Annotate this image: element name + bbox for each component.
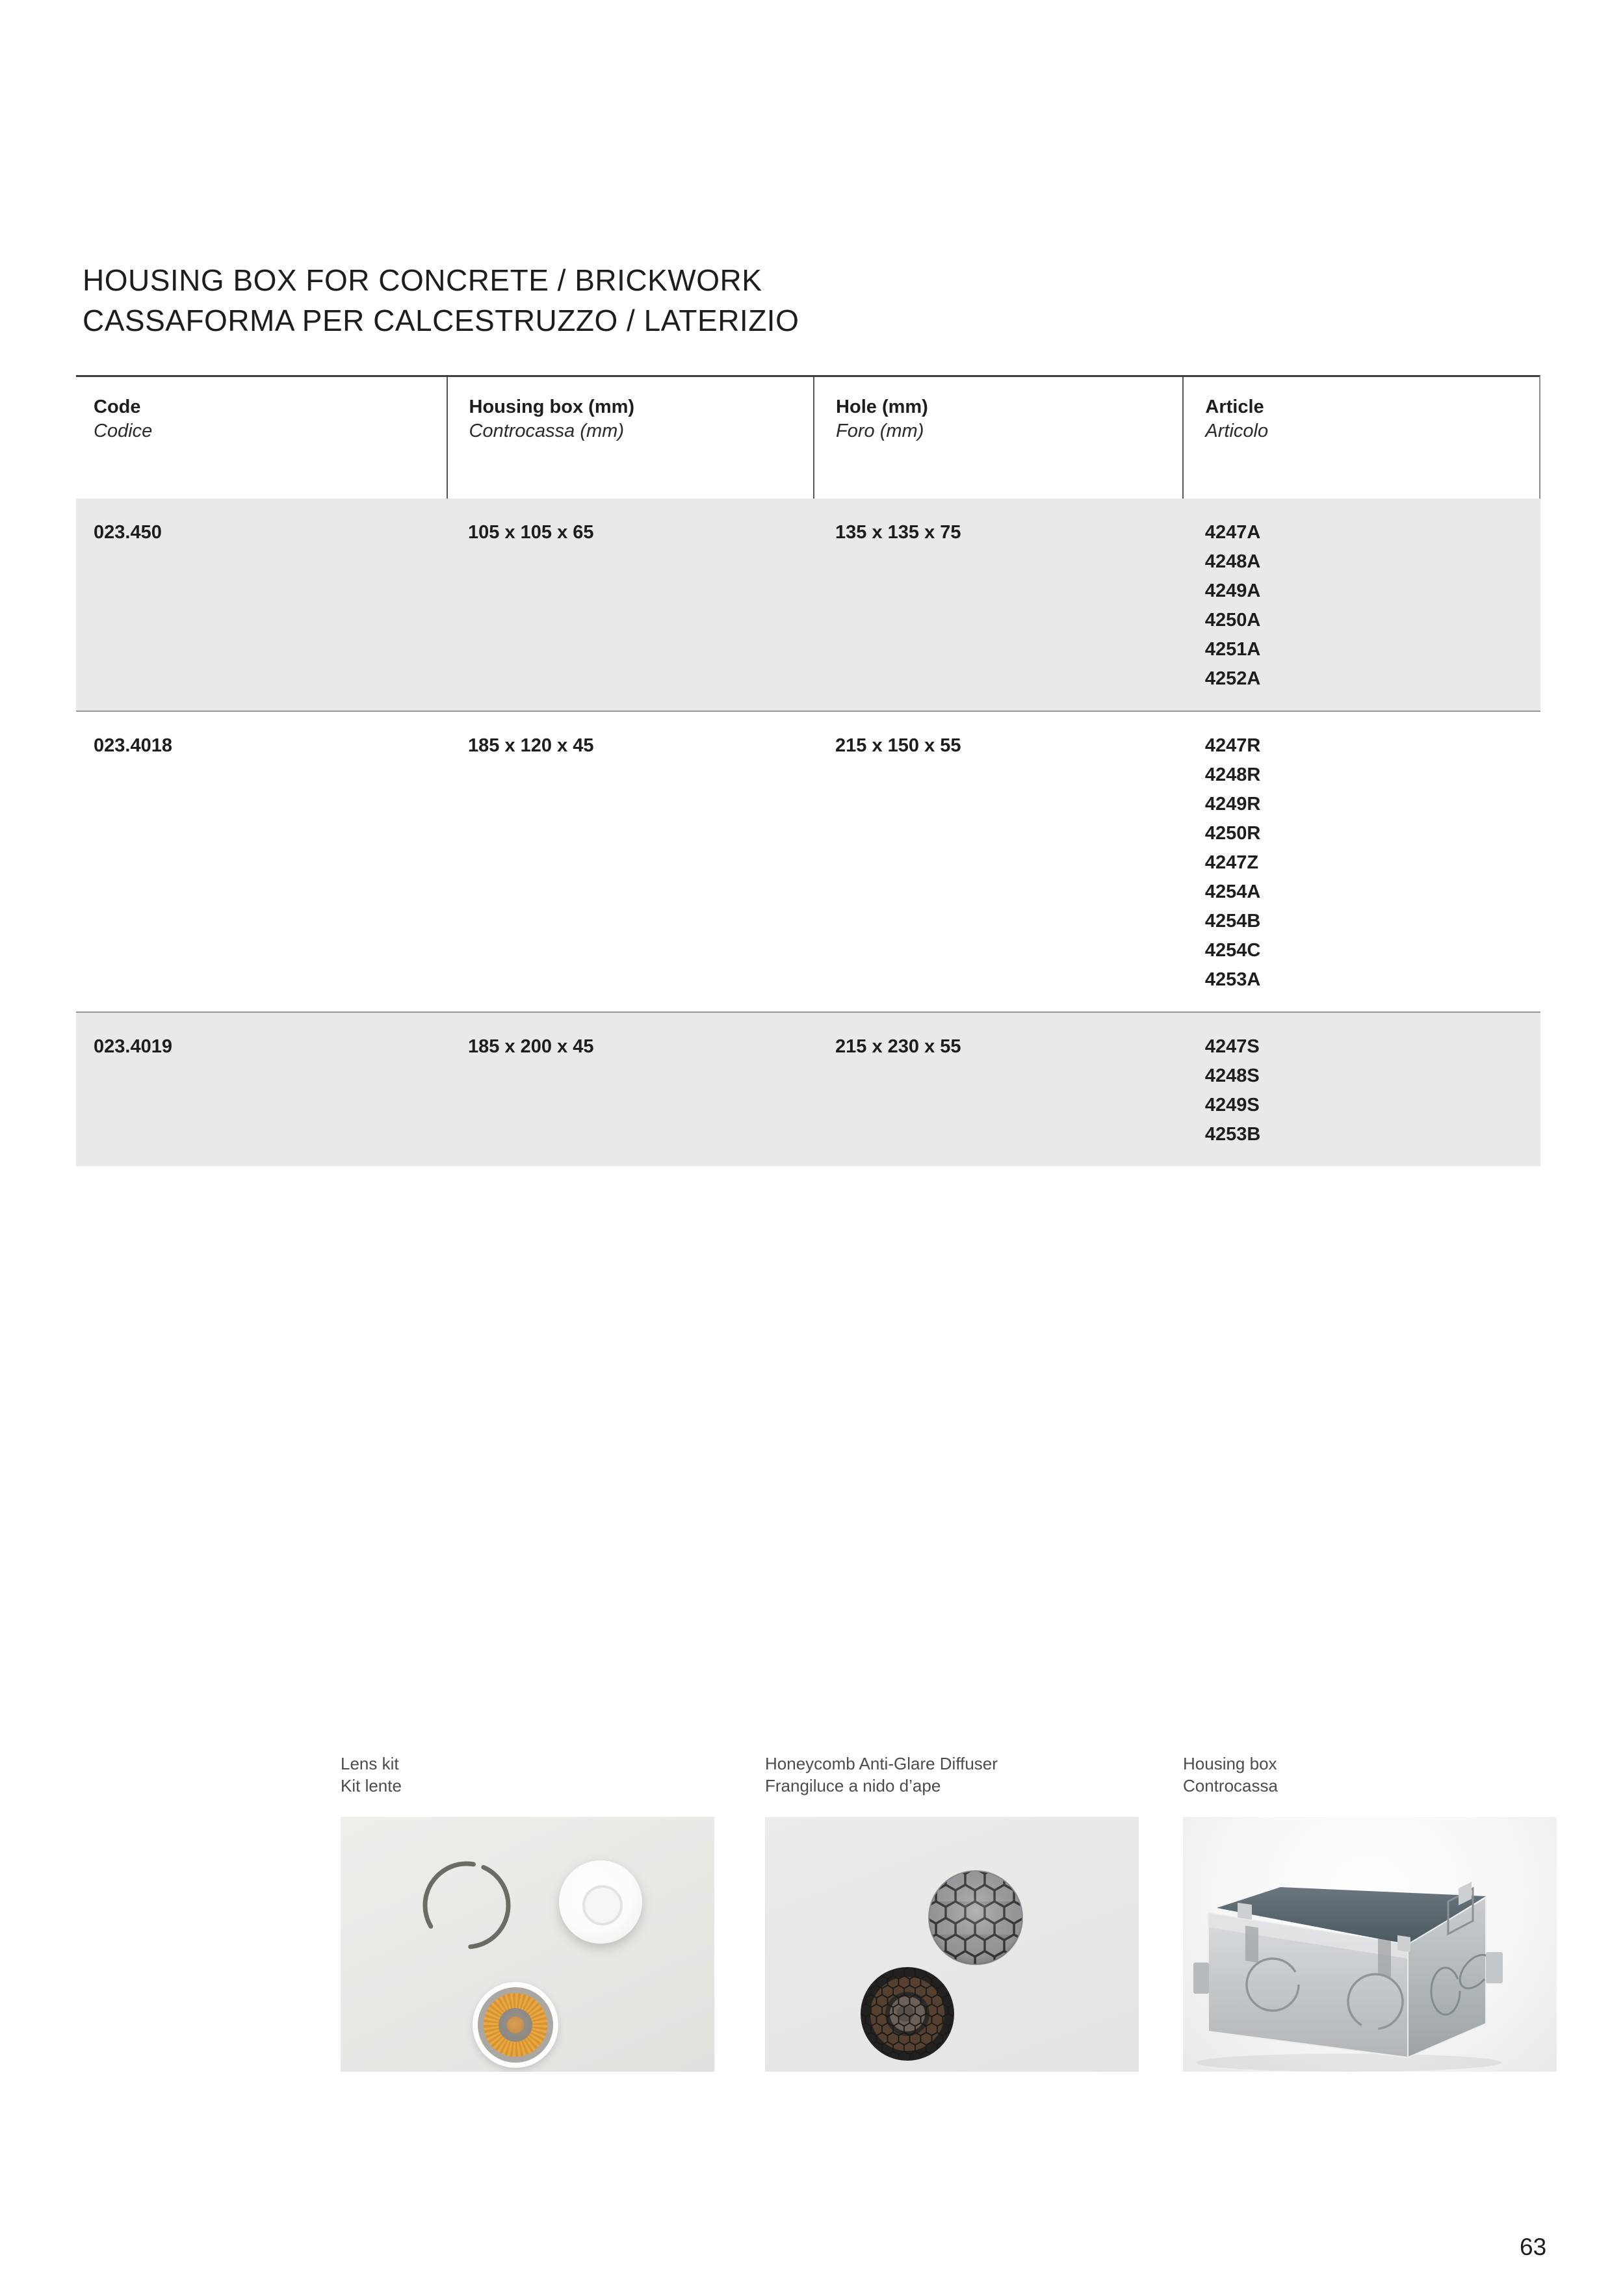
- honeycomb-diffuser-photo: [765, 1817, 1139, 2072]
- lens-cap: [559, 1860, 642, 1944]
- cell-hole: 215 x 150 x 55: [835, 735, 961, 756]
- column-header-code: [76, 377, 447, 499]
- cell-code: 023.4019: [94, 1036, 172, 1057]
- article-item: 4254C: [1204, 940, 1261, 961]
- column-header-it: Controcassa (mm): [469, 421, 624, 441]
- caption-it: Kit lente: [341, 1776, 402, 1795]
- cell-code: 023.4018: [94, 735, 172, 756]
- figure-lens-kit: [341, 1753, 714, 1797]
- article-item: 4249R: [1204, 794, 1261, 815]
- lens-module: [473, 1982, 558, 2068]
- spring-clip-icon: [420, 1859, 513, 1953]
- lens-cap-inner-ring: [582, 1885, 623, 1925]
- article-item: 4254A: [1204, 881, 1261, 902]
- cell-hole: 135 x 135 x 75: [835, 522, 961, 543]
- lens-reflector: [484, 1993, 547, 2057]
- article-item: 4247A: [1204, 522, 1261, 543]
- article-item: 4250A: [1204, 610, 1261, 631]
- honeycomb-disc-icon: [926, 1868, 1025, 1967]
- figure-caption: [341, 1753, 714, 1797]
- housing-box-photo: [1183, 1817, 1557, 2072]
- cell-housing-box: 185 x 120 x 45: [468, 735, 594, 756]
- lens-inner-ring: [499, 2008, 532, 2042]
- figure-housing-box: [1183, 1753, 1557, 1797]
- table-header-row: [76, 375, 1540, 499]
- article-item: 4251A: [1204, 639, 1261, 660]
- mesh-lens-icon: [860, 1966, 955, 2061]
- page-title-line-it: CASSAFORMA PER CALCESTRUZZO / LATERIZIO: [83, 304, 799, 337]
- article-item: 4254B: [1204, 911, 1261, 932]
- column-header-housing-box: [447, 377, 814, 499]
- lens-outer-ring: [478, 1987, 553, 2063]
- column-header-article: [1182, 377, 1539, 499]
- figure-caption: [765, 1753, 1139, 1797]
- column-header-it: Articolo: [1205, 421, 1269, 441]
- cell-housing-box: 105 x 105 x 65: [468, 522, 594, 543]
- page-title-line-en: HOUSING BOX FOR CONCRETE / BRICKWORK: [83, 263, 762, 297]
- cell-articles: [1184, 731, 1540, 995]
- article-item: 4253B: [1204, 1124, 1261, 1145]
- lens-led-core: [507, 2016, 524, 2033]
- article-item: 4249S: [1204, 1095, 1260, 1115]
- article-item: 4247R: [1204, 735, 1261, 756]
- caption-en: Housing box: [1183, 1754, 1277, 1773]
- figure-caption: [1183, 1753, 1557, 1797]
- article-item: 4248S: [1204, 1065, 1260, 1086]
- caption-it: Controcassa: [1183, 1776, 1278, 1795]
- cell-code: 023.450: [94, 522, 162, 543]
- lens-kit-photo: [341, 1817, 714, 2072]
- table-row: [76, 711, 1540, 1013]
- caption-en: Honeycomb Anti-Glare Diffuser: [765, 1754, 998, 1773]
- page-number: 63: [1520, 2234, 1547, 2260]
- article-item: 4247S: [1204, 1036, 1260, 1057]
- column-header-it: Foro (mm): [836, 421, 924, 441]
- metal-box-icon: [1183, 1817, 1557, 2072]
- article-item: 4247Z: [1204, 852, 1259, 873]
- column-header-en: Housing box (mm): [469, 397, 635, 417]
- column-header-en: Article: [1205, 397, 1264, 417]
- table-row: [76, 1013, 1540, 1166]
- article-item: 4248A: [1204, 551, 1261, 572]
- column-header-en: Code: [94, 397, 141, 417]
- table-row: [76, 499, 1540, 711]
- article-item: 4252A: [1204, 668, 1261, 689]
- article-item: 4248R: [1204, 764, 1261, 785]
- caption-it: Frangiluce a nido d’ape: [765, 1776, 941, 1795]
- cell-hole: 215 x 230 x 55: [835, 1036, 961, 1057]
- article-item: 4249A: [1204, 581, 1261, 601]
- cell-articles: [1184, 518, 1540, 694]
- cell-articles: [1184, 1032, 1540, 1149]
- caption-en: Lens kit: [341, 1754, 399, 1773]
- column-header-hole: [813, 377, 1182, 499]
- article-item: 4250R: [1204, 823, 1261, 844]
- product-table: [76, 375, 1540, 1166]
- figure-honeycomb-diffuser: [765, 1753, 1139, 1797]
- page-title: [83, 260, 799, 341]
- column-header-it: Codice: [94, 421, 153, 441]
- cell-housing-box: 185 x 200 x 45: [468, 1036, 594, 1057]
- column-header-en: Hole (mm): [836, 397, 928, 417]
- article-item: 4253A: [1204, 969, 1261, 990]
